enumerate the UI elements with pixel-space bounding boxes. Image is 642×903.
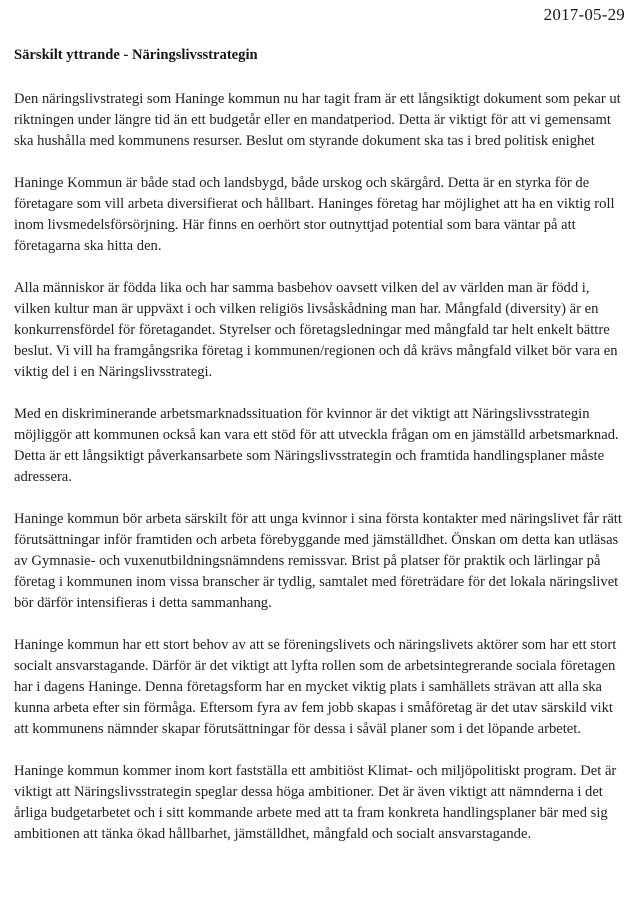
document-title: Särskilt yttrande - Näringslivsstrategin bbox=[14, 47, 258, 63]
document-date: 2017-05-29 bbox=[543, 5, 625, 24]
paragraph: Haninge kommun kommer inom kort fastställa ett ambitiöst Klimat- och miljöpolitiskt program. Det är viktigt att Näringslivsstrategin speglar dessa höga ambitioner. Det är även viktigt att nämnderna i det årliga budgetarbetet och i sitt kommande arbete med att ta fram konkreta handlingsplaner bär med sig ambitionen att tänka ökad hållbarhet, jämställdhet, mångfald och socialt ansvarstagande. bbox=[14, 763, 617, 842]
paragraph: Den näringslivstrategi som Haninge kommun nu har tagit fram är ett långsiktigt dokument som pekar ut riktningen under längre tid än ett budgetår eller en mandatperiod. Detta är viktigt för att vi gemensamt ska hushålla med kommunens resurser. Beslut om styrande dokument ska tas i bred politisk enighet bbox=[14, 91, 621, 149]
paragraph: Med en diskriminerande arbetsmarknadssituation för kvinnor är det viktigt att Näringslivsstrategin möjliggör att kommunen också kan vara ett stöd för att utveckla frågan om en jämställd arbetsmarknad. Detta är ett långsiktigt påverkansarbete som Näringslivsstrategin och framtida handlingsplaner måste adressera. bbox=[14, 406, 619, 485]
paragraph: Alla människor är födda lika och har samma basbehov oavsett vilken del av världen man är född i, vilken kultur man är uppväxt i och vilken religiös livsåskådning man har. Mångfald (diversity) är en konkurrensfördel för företagandet. Styrelser och företagsledningar med mångfald tar helt enkelt bättre beslut. Vi vill ha framgångsrika företag i kommunen/regionen och då krävs mångfald vilket bör vara en viktig del i en Näringslivsstrategi. bbox=[14, 280, 618, 380]
paragraph: Haninge kommun har ett stort behov av att se föreningslivets och näringslivets aktörer som har ett stort socialt ansvarstagande. Därför är det viktigt att lyfta rollen som de arbetsintegrerande sociala företagen har i dagens Haninge. Denna företagsform har en mycket viktig plats i samhällets strävan att alla ska kunna arbeta efter sin förmåga. Eftersom fyra av fem jobb skapas i småföretag är det utav särskild vikt att kommunens nämnder skapar förutsättningar för dessa i såväl planer som i det löpande arbetet. bbox=[14, 637, 617, 737]
paragraph: Haninge Kommun är både stad och landsbygd, både urskog och skärgård. Detta är en styrka för de företagare som vill arbeta diversifierat och hållbart. Haninges företag har möjlighet att ha en viktig roll inom livsmedelsförsörjning. Här finns en oerhört stor outnyttjad potential som bara väntar på att företagarna ska hitta den. bbox=[14, 175, 615, 254]
document-body bbox=[14, 47, 627, 866]
paragraph: Haninge kommun bör arbeta särskilt för att unga kvinnor i sina första kontakter med näringslivet får rätt förutsättningar inför framtiden och arbeta förebyggande med jämställdhet. Önskan om detta kan utläsas av Gymnasie- och vuxenutbildningsnämndens remissvar. Brist på platser för praktik och lärlingar på företag i kommunen inom vissa branscher är tydlig, samtalet med företrädare för det lokala näringslivet bör därför intensifieras i detta sammanhang. bbox=[14, 511, 622, 611]
